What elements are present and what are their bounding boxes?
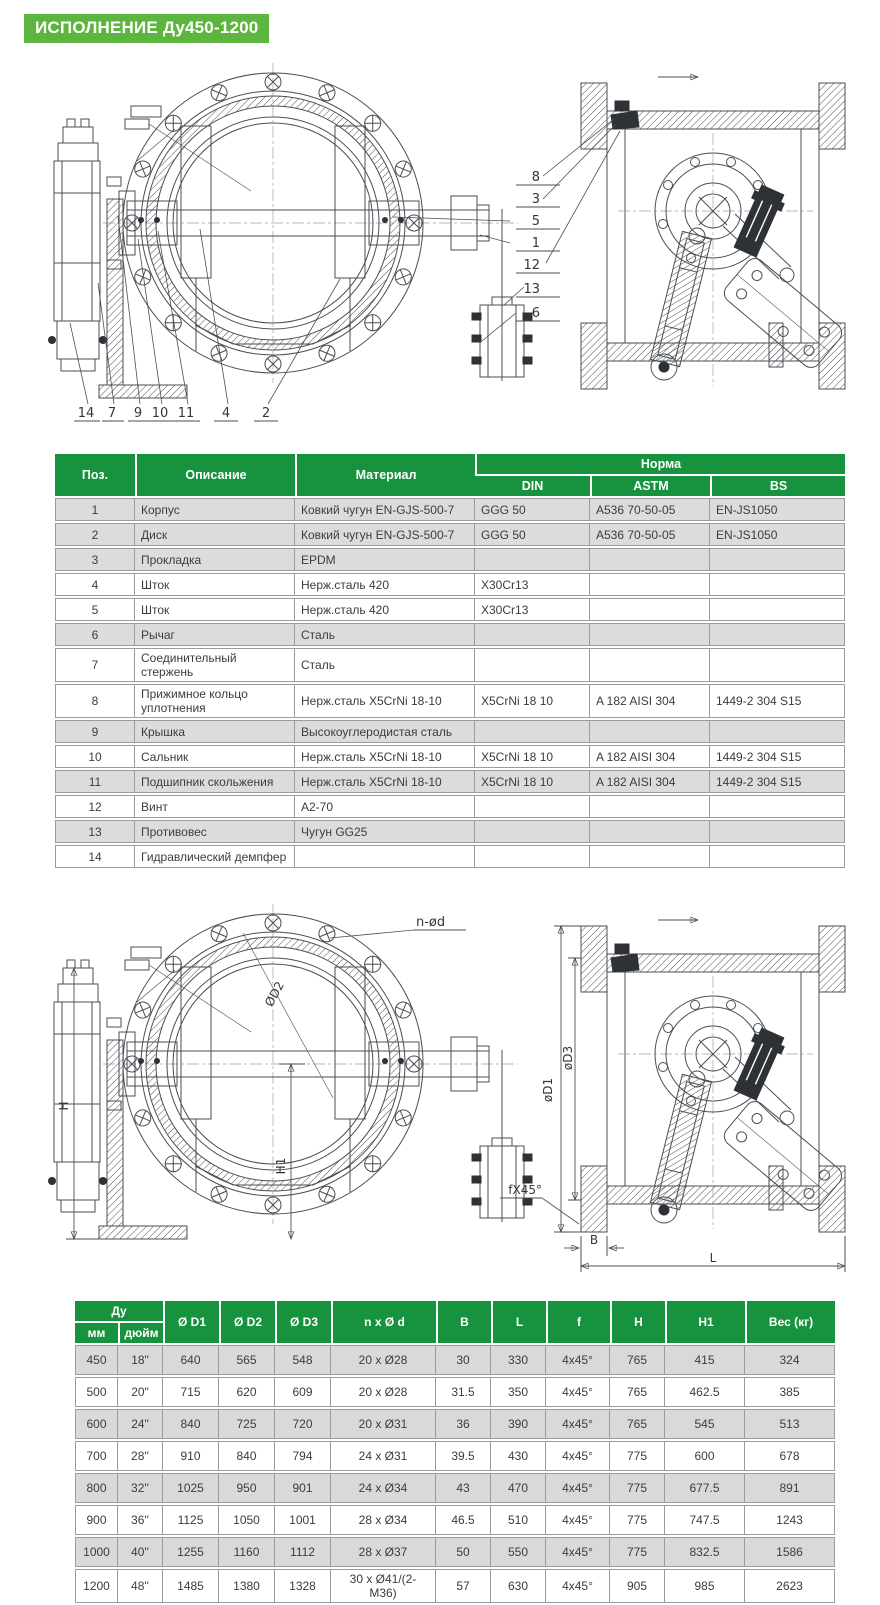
cell-din (475, 845, 590, 868)
cell-b: 46.5 (436, 1505, 491, 1535)
cell-d1: 1485 (163, 1569, 219, 1603)
cell-pos: 5 (55, 598, 135, 621)
cell-din: GGG 50 (475, 523, 590, 546)
cell-weight: 891 (745, 1473, 835, 1503)
cell-desc: Рычаг (135, 623, 295, 646)
cell-d1: 910 (163, 1441, 219, 1471)
col-header-material: Материал (295, 454, 475, 496)
cell-material: Нерж.сталь 420 (295, 573, 475, 596)
dim-label-d1: øD1 (541, 1077, 555, 1103)
col-header-d2: Ø D2 (219, 1301, 275, 1343)
parts-table-row (55, 648, 845, 682)
cell-pos: 3 (55, 548, 135, 571)
cell-h1: 600 (665, 1441, 745, 1471)
cell-h1: 985 (665, 1569, 745, 1603)
dims-table-row (75, 1345, 835, 1375)
cell-nxd: 20 x Ø31 (331, 1409, 436, 1439)
cell-din (475, 720, 590, 743)
cell-d1: 1125 (163, 1505, 219, 1535)
col-header-d3: Ø D3 (275, 1301, 331, 1343)
cell-bs (710, 598, 845, 621)
cell-b: 31.5 (436, 1377, 491, 1407)
cell-d2: 1050 (219, 1505, 275, 1535)
col-header-desc: Описание (135, 454, 295, 496)
cell-pos: 13 (55, 820, 135, 843)
cell-desc: Корпус (135, 498, 295, 521)
callout-label: 10 (151, 406, 169, 421)
parts-table-row (55, 795, 845, 818)
cell-nxd: 20 x Ø28 (331, 1345, 436, 1375)
dim-label-h1: H1 (274, 1157, 288, 1175)
col-header-h: H (610, 1301, 665, 1343)
cell-din: X5CrNi 18 10 (475, 770, 590, 793)
cell-astm: A536 70-50-05 (590, 523, 710, 546)
cell-din (475, 648, 590, 682)
cell-mm: 1200 (75, 1569, 118, 1603)
parts-table-row (55, 548, 845, 571)
cell-d2: 1380 (219, 1569, 275, 1603)
cell-nxd: 20 x Ø28 (331, 1377, 436, 1407)
cell-astm (590, 598, 710, 621)
dimensions-table (75, 1299, 835, 1605)
cell-b: 57 (436, 1569, 491, 1603)
cell-desc: Винт (135, 795, 295, 818)
cell-pos: 4 (55, 573, 135, 596)
parts-table-row (55, 623, 845, 646)
parts-table-row (55, 845, 845, 868)
parts-table-row (55, 820, 845, 843)
parts-table-row (55, 598, 845, 621)
callout-label: 4 (221, 406, 231, 421)
cell-d3: 901 (275, 1473, 331, 1503)
col-header-astm: ASTM (590, 476, 710, 496)
cell-inch: 24" (118, 1409, 163, 1439)
cell-desc: Противовес (135, 820, 295, 843)
parts-table (55, 452, 845, 870)
cell-b: 39.5 (436, 1441, 491, 1471)
cell-weight: 385 (745, 1377, 835, 1407)
cell-h: 775 (610, 1537, 665, 1567)
col-header-d1: Ø D1 (163, 1301, 219, 1343)
cell-astm: A 182 AISI 304 (590, 684, 710, 718)
cell-weight: 2623 (745, 1569, 835, 1603)
col-header-din: DIN (475, 476, 590, 496)
dims-table-row (75, 1377, 835, 1407)
cell-h1: 832.5 (665, 1537, 745, 1567)
cell-d1: 840 (163, 1409, 219, 1439)
cell-din (475, 795, 590, 818)
cell-d3: 609 (275, 1377, 331, 1407)
top-drawing (48, 51, 848, 423)
cell-mm: 500 (75, 1377, 118, 1407)
cell-bs (710, 548, 845, 571)
cell-astm (590, 845, 710, 868)
cell-desc: Подшипник скольжения (135, 770, 295, 793)
callout-label: 7 (107, 406, 117, 421)
cell-nxd: 30 x Ø41/(2-M36) (331, 1569, 436, 1603)
cell-b: 50 (436, 1537, 491, 1567)
cell-nxd: 28 x Ø34 (331, 1505, 436, 1535)
cell-astm: A 182 AISI 304 (590, 770, 710, 793)
cell-l: 510 (491, 1505, 546, 1535)
dim-label-d3: øD3 (561, 1045, 575, 1071)
section-title-badge: ИСПОЛНЕНИЕ Ду450-1200 (24, 14, 269, 43)
parts-table-header (55, 454, 845, 496)
callout-label: 14 (77, 406, 95, 421)
cell-l: 350 (491, 1377, 546, 1407)
cell-f: 4x45° (546, 1345, 610, 1375)
dim-label-b: B (589, 1233, 599, 1247)
cell-material: Чугун GG25 (295, 820, 475, 843)
cell-nxd: 24 x Ø31 (331, 1441, 436, 1471)
cell-d3: 794 (275, 1441, 331, 1471)
callout-label: 13 (523, 282, 540, 297)
cell-l: 390 (491, 1409, 546, 1439)
dim-label-d2: ØD2 (261, 979, 288, 1009)
cell-f: 4x45° (546, 1441, 610, 1471)
cell-din (475, 623, 590, 646)
cell-d1: 640 (163, 1345, 219, 1375)
cell-desc: Гидравлический демпфер (135, 845, 295, 868)
dims-table-row (75, 1505, 835, 1535)
cell-mm: 1000 (75, 1537, 118, 1567)
col-header-nxd: n x Ø d (331, 1301, 436, 1343)
cell-bs: 1449-2 304 S15 (710, 745, 845, 768)
callout-label: 6 (531, 306, 540, 321)
cell-inch: 20" (118, 1377, 163, 1407)
col-header-inch: дюйм (118, 1323, 163, 1343)
col-header-norm: Норма (475, 454, 845, 474)
cell-b: 30 (436, 1345, 491, 1375)
cell-d3: 1328 (275, 1569, 331, 1603)
cell-din: X30Cr13 (475, 573, 590, 596)
cell-h: 775 (610, 1473, 665, 1503)
cell-pos: 11 (55, 770, 135, 793)
cell-desc: Сальник (135, 745, 295, 768)
cell-mm: 800 (75, 1473, 118, 1503)
bottom-drawing-figure (48, 878, 880, 1285)
cell-weight: 1243 (745, 1505, 835, 1535)
cell-material: Нерж.сталь 420 (295, 598, 475, 621)
parts-table-row (55, 573, 845, 596)
cell-h: 765 (610, 1345, 665, 1375)
cell-d2: 1160 (219, 1537, 275, 1567)
dims-table-row (75, 1537, 835, 1567)
cell-din: X30Cr13 (475, 598, 590, 621)
cell-l: 550 (491, 1537, 546, 1567)
cell-material: Нерж.сталь X5CrNi 18-10 (295, 770, 475, 793)
dims-table-row (75, 1569, 835, 1603)
cell-bs (710, 648, 845, 682)
parts-table-row (55, 684, 845, 718)
cell-h: 765 (610, 1409, 665, 1439)
col-header-mm: мм (75, 1323, 118, 1343)
cell-l: 470 (491, 1473, 546, 1503)
cell-material: Ковкий чугун EN-GJS-500-7 (295, 498, 475, 521)
cell-pos: 6 (55, 623, 135, 646)
cell-f: 4x45° (546, 1409, 610, 1439)
cell-h: 775 (610, 1505, 665, 1535)
cell-din: X5CrNi 18 10 (475, 745, 590, 768)
cell-f: 4x45° (546, 1537, 610, 1567)
parts-table-row (55, 745, 845, 768)
cell-din (475, 548, 590, 571)
cell-astm (590, 623, 710, 646)
cell-material: EPDM (295, 548, 475, 571)
dims-table-row (75, 1409, 835, 1439)
cell-astm (590, 548, 710, 571)
cell-bs (710, 573, 845, 596)
cell-f: 4x45° (546, 1569, 610, 1603)
col-header-l: L (491, 1301, 546, 1343)
cell-weight: 678 (745, 1441, 835, 1471)
col-header-b: B (436, 1301, 491, 1343)
cell-desc: Крышка (135, 720, 295, 743)
cell-h1: 545 (665, 1409, 745, 1439)
dim-label-n-od: n-ød (416, 915, 446, 930)
cell-inch: 40'' (118, 1537, 163, 1567)
cell-mm: 900 (75, 1505, 118, 1535)
cell-nxd: 24 x Ø34 (331, 1473, 436, 1503)
cell-d2: 840 (219, 1441, 275, 1471)
cell-material: Нерж.сталь X5CrNi 18-10 (295, 745, 475, 768)
cell-inch: 48'' (118, 1569, 163, 1603)
cell-astm: A 182 AISI 304 (590, 745, 710, 768)
col-header-h1: H1 (665, 1301, 745, 1343)
callout-label: 9 (133, 406, 143, 421)
cell-d2: 565 (219, 1345, 275, 1375)
cell-inch: 36'' (118, 1505, 163, 1535)
cell-pos: 12 (55, 795, 135, 818)
cell-b: 36 (436, 1409, 491, 1439)
cell-b: 43 (436, 1473, 491, 1503)
cell-astm (590, 648, 710, 682)
cell-mm: 600 (75, 1409, 118, 1439)
cell-desc: Диск (135, 523, 295, 546)
cell-desc: Прижимное кольцо уплотнения (135, 684, 295, 718)
cell-astm (590, 573, 710, 596)
bottom-callout-labels (74, 406, 278, 421)
side-callout-labels (516, 170, 560, 321)
cell-astm (590, 820, 710, 843)
cell-material: Ковкий чугун EN-GJS-500-7 (295, 523, 475, 546)
col-header-f: f (546, 1301, 610, 1343)
callout-label: 8 (531, 170, 540, 185)
cell-h1: 415 (665, 1345, 745, 1375)
cell-h1: 677.5 (665, 1473, 745, 1503)
cell-mm: 450 (75, 1345, 118, 1375)
cell-material: Нерж.сталь X5CrNi 18-10 (295, 684, 475, 718)
cell-f: 4x45° (546, 1473, 610, 1503)
callout-label: 2 (261, 406, 271, 421)
col-header-weight: Вес (кг) (745, 1301, 835, 1343)
cell-h1: 747.5 (665, 1505, 745, 1535)
callout-label: 12 (523, 258, 540, 273)
cell-pos: 7 (55, 648, 135, 682)
cell-astm (590, 720, 710, 743)
cell-h1: 462.5 (665, 1377, 745, 1407)
cell-material: A2-70 (295, 795, 475, 818)
cell-pos: 2 (55, 523, 135, 546)
col-header-du: Ду (75, 1301, 163, 1321)
cell-weight: 324 (745, 1345, 835, 1375)
cell-astm: A536 70-50-05 (590, 498, 710, 521)
cell-d2: 950 (219, 1473, 275, 1503)
dim-label-h: H (57, 1101, 71, 1111)
cell-h: 905 (610, 1569, 665, 1603)
cell-din: X5CrNi 18 10 (475, 684, 590, 718)
cell-pos: 9 (55, 720, 135, 743)
cell-bs (710, 845, 845, 868)
dim-label-l: L (709, 1251, 717, 1265)
cell-d1: 1025 (163, 1473, 219, 1503)
dims-table-header (75, 1301, 835, 1343)
cell-bs: 1449-2 304 S15 (710, 684, 845, 718)
cell-l: 330 (491, 1345, 546, 1375)
parts-table-row (55, 498, 845, 521)
cell-desc: Прокладка (135, 548, 295, 571)
bottom-drawing (48, 878, 848, 1280)
cell-weight: 513 (745, 1409, 835, 1439)
cell-weight: 1586 (745, 1537, 835, 1567)
cell-desc: Шток (135, 573, 295, 596)
cell-inch: 28'' (118, 1441, 163, 1471)
cell-inch: 32'' (118, 1473, 163, 1503)
cell-din: GGG 50 (475, 498, 590, 521)
cell-d3: 720 (275, 1409, 331, 1439)
cell-bs: 1449-2 304 S15 (710, 770, 845, 793)
cell-material: Сталь (295, 648, 475, 682)
cell-pos: 8 (55, 684, 135, 718)
cell-nxd: 28 x Ø37 (331, 1537, 436, 1567)
cell-bs (710, 623, 845, 646)
dim-label-chamfer: fX45° (508, 1183, 542, 1197)
parts-table-row (55, 720, 845, 743)
cell-l: 430 (491, 1441, 546, 1471)
cell-bs (710, 720, 845, 743)
cell-material (295, 845, 475, 868)
cell-h: 765 (610, 1377, 665, 1407)
cell-f: 4x45° (546, 1377, 610, 1407)
cell-desc: Шток (135, 598, 295, 621)
cell-d2: 620 (219, 1377, 275, 1407)
cell-d3: 548 (275, 1345, 331, 1375)
callout-label: 11 (177, 406, 195, 421)
callout-label: 1 (531, 236, 540, 251)
cell-d3: 1001 (275, 1505, 331, 1535)
cell-d3: 1112 (275, 1537, 331, 1567)
cell-bs: EN-JS1050 (710, 498, 845, 521)
top-drawing-figure (48, 51, 880, 428)
cell-pos: 10 (55, 745, 135, 768)
cell-pos: 14 (55, 845, 135, 868)
parts-table-row (55, 523, 845, 546)
cell-l: 630 (491, 1569, 546, 1603)
cell-desc: Соединительный стержень (135, 648, 295, 682)
parts-table-row (55, 770, 845, 793)
cell-material: Высокоуглеродистая сталь (295, 720, 475, 743)
cell-d2: 725 (219, 1409, 275, 1439)
col-header-pos: Поз. (55, 454, 135, 496)
cell-mm: 700 (75, 1441, 118, 1471)
cell-astm (590, 795, 710, 818)
cell-din (475, 820, 590, 843)
cell-f: 4x45° (546, 1505, 610, 1535)
cell-bs: EN-JS1050 (710, 523, 845, 546)
cell-inch: 18" (118, 1345, 163, 1375)
dims-table-row (75, 1473, 835, 1503)
cell-d1: 1255 (163, 1537, 219, 1567)
cell-bs (710, 795, 845, 818)
cell-pos: 1 (55, 498, 135, 521)
callout-label: 5 (531, 214, 540, 229)
cell-bs (710, 820, 845, 843)
col-header-bs: BS (710, 476, 845, 496)
cell-h: 775 (610, 1441, 665, 1471)
cell-d1: 715 (163, 1377, 219, 1407)
cell-material: Сталь (295, 623, 475, 646)
callout-label: 3 (531, 192, 540, 207)
